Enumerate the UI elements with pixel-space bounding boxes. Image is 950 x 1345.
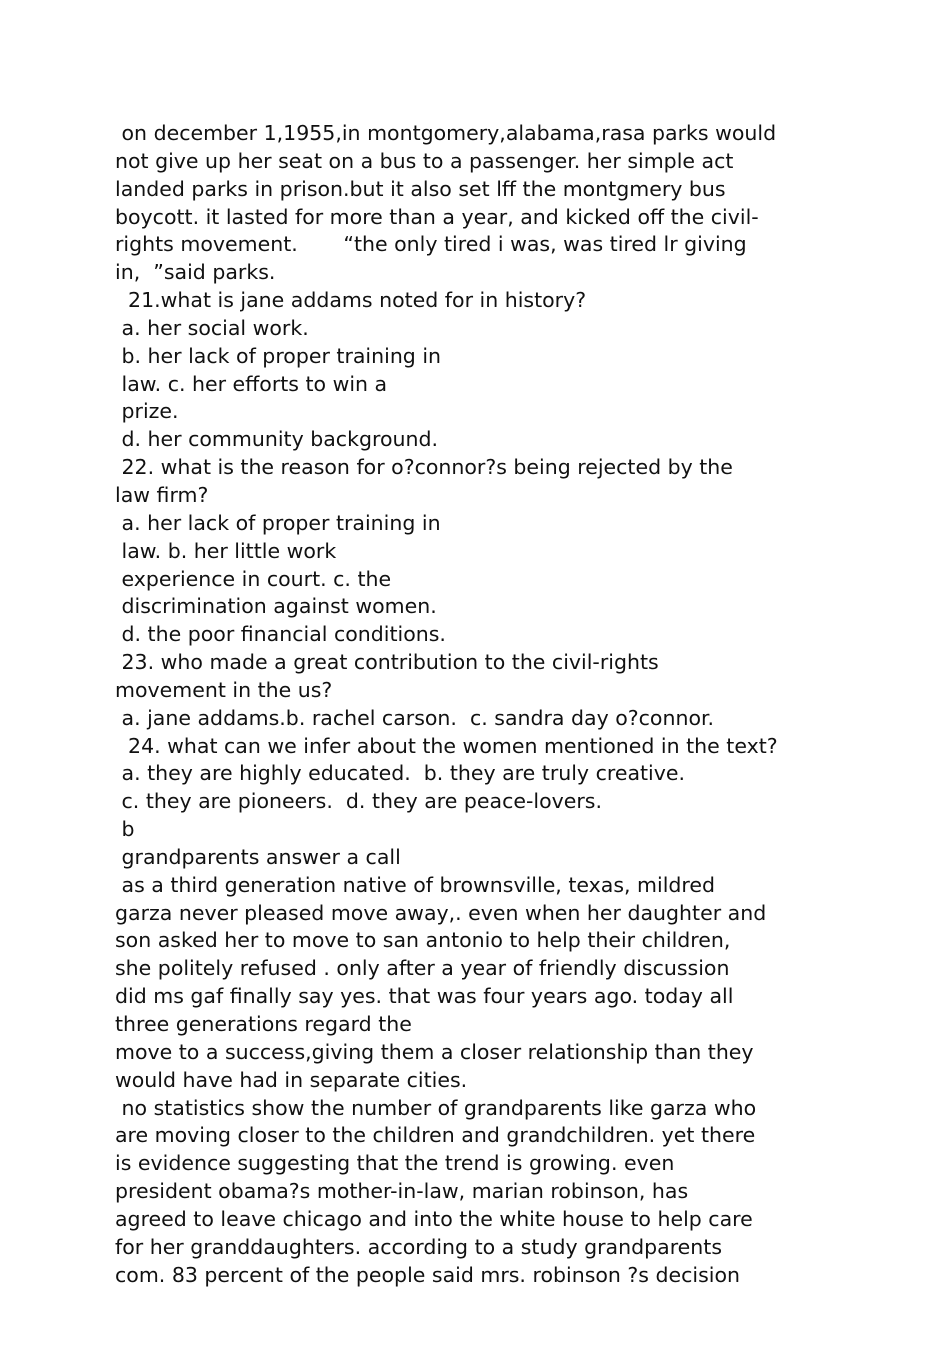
answer-option: prize.	[115, 399, 179, 424]
passage-line: as a third generation native of brownsville, texas, mildred	[115, 872, 716, 897]
answer-option: discrimination against women.	[115, 594, 437, 619]
passage-line: are moving closer to the children and grandchildren. yet there	[115, 1123, 756, 1148]
passage-line: would have had in separate cities.	[115, 1067, 468, 1092]
answer-option: a. her lack of proper training in	[115, 510, 441, 535]
passage-line: agreed to leave chicago and into the white house to help care	[115, 1206, 753, 1231]
answer-option: law. c. her efforts to win a	[115, 371, 388, 396]
passage-line: com. 83 percent of the people said mrs. robinson ?s decision	[115, 1262, 740, 1287]
answer-option: law. b. her little work	[115, 538, 337, 563]
passage-line: president obama?s mother-in-law, marian robinson, has	[115, 1179, 689, 1204]
question-21: 21.what is jane addams noted for in history?	[115, 288, 587, 313]
passage-line: in, ”said parks.	[115, 260, 276, 285]
passage-line: boycott. it lasted for more than a year, and kicked off the civil-	[115, 204, 759, 229]
answer-option: d. her community background.	[115, 427, 438, 452]
question-24: 24. what can we infer about the women mentioned in the text?	[115, 733, 778, 758]
section-label: b	[115, 817, 135, 842]
passage-line: move to a success,giving them a closer relationship than they	[115, 1039, 754, 1064]
passage-line: for her granddaughters. according to a study grandparents	[115, 1234, 723, 1259]
answer-option: c. they are pioneers. d. they are peace-lovers.	[115, 789, 602, 814]
answer-option: a. her social work.	[115, 315, 309, 340]
passage-line: rights movement. “the only tired i was, was tired lr giving	[115, 232, 747, 257]
answer-option: a. jane addams.b. rachel carson. c. sandra day o?connor.	[115, 705, 715, 730]
answer-option: d. the poor financial conditions.	[115, 622, 446, 647]
document-page	[115, 120, 835, 1289]
passage-line: three generations regard the	[115, 1012, 412, 1036]
passage-line: son asked her to move to san antonio to help their children,	[115, 928, 731, 953]
answer-option: experience in court. c. the	[115, 566, 392, 591]
passage-line: no statistics show the number of grandparents like garza who	[115, 1095, 757, 1120]
passage-title: grandparents answer a call	[115, 844, 401, 869]
question-23: movement in the us?	[115, 677, 333, 702]
question-22: law firm?	[115, 482, 209, 507]
answer-option: a. they are highly educated. b. they are truly creative.	[115, 761, 685, 786]
passage-line: not give up her seat on a bus to a passenger. her simple act	[115, 148, 734, 173]
passage-line: garza never pleased move away,. even when her daughter and	[115, 900, 767, 925]
question-22: 22. what is the reason for o?connor?s being rejected by the	[115, 455, 733, 480]
answer-option: b. her lack of proper training in	[115, 343, 442, 368]
passage-line: did ms gaf finally say yes. that was four years ago. today all	[115, 984, 734, 1009]
passage-line: is evidence suggesting that the trend is growing. even	[115, 1151, 675, 1176]
passage-line: she politely refused . only after a year of friendly discussion	[115, 956, 730, 981]
passage-line: landed parks in prison.but it also set lff the montgmery bus	[115, 176, 726, 201]
question-23: 23. who made a great contribution to the civil-rights	[115, 650, 659, 675]
passage-line: on december 1,1955,in montgomery,alabama,rasa parks would	[115, 121, 777, 145]
